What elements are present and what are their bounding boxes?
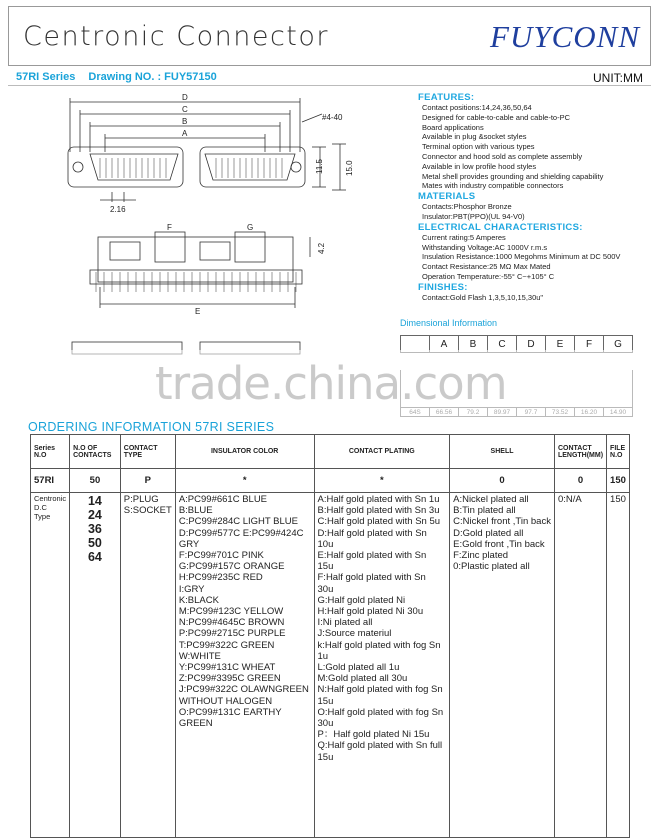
color-option: J:PC99#322C OLAWNGREEN bbox=[178, 684, 309, 696]
plating-option: I:Ni plated all bbox=[317, 617, 373, 629]
column-header: CONTACT LENGTH(MM) bbox=[554, 435, 606, 469]
table-cell: * bbox=[175, 469, 314, 493]
shell-option: D:Gold plated all bbox=[453, 527, 524, 539]
column-header: CONTACT PLATING bbox=[314, 435, 450, 469]
table-cell: B bbox=[459, 336, 488, 353]
plating-option: k:Half gold plated with fog Sn bbox=[317, 639, 441, 651]
brand-logo: FUYCONN bbox=[490, 19, 640, 54]
contacts-cell bbox=[70, 493, 121, 838]
dim-label-e: E bbox=[195, 307, 201, 316]
table-cell: E bbox=[546, 336, 575, 353]
dim-label-g: G bbox=[247, 223, 254, 232]
shell-option: C:Nickel front ,Tin back bbox=[453, 516, 551, 528]
features-heading: FEATURES: bbox=[418, 92, 475, 103]
finish-line: Contact:Gold Flash 1,3,5,10,15,30u" bbox=[422, 292, 544, 302]
series-desc-line: D.C bbox=[34, 503, 47, 512]
table-cell: P bbox=[120, 469, 175, 493]
color-option: F:PC99#701C PINK bbox=[178, 550, 264, 562]
dim-label-b: B bbox=[182, 117, 188, 126]
table-cell: G bbox=[604, 336, 633, 353]
feature-line: Metal shell provides grounding and shielding capability bbox=[422, 171, 604, 181]
feature-line: Available in plug &socket styles bbox=[422, 132, 527, 142]
series-name: 57RI Series bbox=[16, 71, 76, 83]
table-cell: * bbox=[314, 469, 450, 493]
color-option: A:PC99#661C BLUE bbox=[178, 494, 268, 505]
table-cell: A bbox=[430, 336, 459, 353]
color-option: Y:PC99#131C WHEAT bbox=[178, 662, 276, 674]
plating-option: A:Half gold plated with Sn 1u bbox=[317, 494, 440, 505]
page-title: Centronic Connector bbox=[23, 21, 329, 52]
file-no-value: 150 bbox=[610, 494, 626, 505]
plating-option: J:Source materiul bbox=[317, 628, 392, 640]
shell-option: F:Zinc plated bbox=[453, 550, 509, 562]
color-option: G:PC99#157C ORANGE bbox=[178, 561, 285, 573]
dim-label-c: C bbox=[182, 105, 188, 114]
series-bar bbox=[8, 68, 651, 86]
plating-option: 10u bbox=[317, 538, 334, 550]
column-header: Series N.O bbox=[31, 435, 70, 469]
color-option: GRY bbox=[178, 538, 200, 550]
dim-label-a: A bbox=[182, 129, 188, 138]
material-line: Contacts:Phosphor Bronze bbox=[422, 202, 512, 212]
plating-option: L:Gold plated all 1u bbox=[317, 662, 400, 674]
series-desc-cell bbox=[31, 493, 70, 838]
ordering-table bbox=[30, 434, 630, 838]
specifications-panel bbox=[418, 92, 657, 303]
dim-label-h2: 15.0 bbox=[345, 160, 354, 176]
contact-option: 14 bbox=[87, 494, 102, 508]
watermark-text: trade.china.com bbox=[155, 357, 507, 410]
color-option: I:GRY bbox=[178, 583, 205, 595]
header-box bbox=[8, 6, 651, 66]
dim-label-pitch: 2.16 bbox=[110, 205, 126, 214]
plating-option: Q:Half gold plated with Sn full bbox=[317, 740, 443, 752]
dim-label-d: D bbox=[182, 93, 188, 102]
dimensional-title: Dimensional Information bbox=[400, 318, 498, 328]
plating-option: G:Half gold plated Ni bbox=[317, 594, 406, 606]
dim-label-h3: 4.2 bbox=[317, 242, 326, 254]
electrical-line: Withstanding Voltage:AC 1000V r.m.s bbox=[422, 242, 548, 252]
plating-option: F:Half gold plated with Sn bbox=[317, 572, 426, 584]
shell-option: A:Nickel plated all bbox=[453, 494, 529, 505]
unit-label: UNIT:MM bbox=[593, 71, 643, 85]
contact-length-option: 0:N/A bbox=[557, 494, 582, 505]
plating-option: 15u bbox=[317, 751, 334, 763]
plating-option: H:Half gold plated Ni 30u bbox=[317, 606, 424, 618]
column-header: FILE N.O bbox=[607, 435, 630, 469]
finishes-heading: FINISHES: bbox=[418, 281, 468, 293]
plating-option: E:Half gold plated with Sn bbox=[317, 550, 427, 562]
column-header: CONTACT TYPE bbox=[120, 435, 175, 469]
feature-line: Mates with industry compatible connectors bbox=[422, 181, 564, 191]
plating-option: 15u bbox=[317, 561, 334, 573]
table-cell: 150 bbox=[607, 469, 630, 493]
feature-line: Designed for cable-to-cable and cable-to-PC bbox=[422, 112, 570, 122]
contact-type-cell bbox=[120, 493, 175, 838]
shell-cell bbox=[450, 493, 555, 838]
plating-option: B:Half gold plated with Sn 3u bbox=[317, 505, 440, 517]
plating-option: P：Half gold plated Ni 15u bbox=[317, 729, 430, 741]
table-cell: 0 bbox=[554, 469, 606, 493]
drawing-number: Drawing NO. : FUY57150 bbox=[88, 71, 217, 83]
contact-option: 50 bbox=[87, 536, 102, 550]
column-header: SHELL bbox=[450, 435, 555, 469]
electrical-line: Insulation Resistance:1000 Megohms Minimum at DC 500V bbox=[422, 252, 621, 262]
plating-option: 30u bbox=[317, 718, 334, 730]
electrical-heading: ELECTRICAL CHARACTERISTICS: bbox=[418, 221, 583, 233]
feature-line: Board applications bbox=[422, 122, 484, 132]
plating-option: C:Half gold plated with Sn 5u bbox=[317, 516, 441, 528]
shell-option: B:Tin plated all bbox=[453, 505, 516, 517]
ordering-title: ORDERING INFORMATION 57RI SERIES bbox=[28, 420, 275, 434]
dim-label-f: F bbox=[167, 223, 172, 232]
color-option: WITHOUT HALOGEN bbox=[178, 695, 273, 707]
contact-option: 64 bbox=[87, 550, 102, 564]
feature-line: Terminal option with various types bbox=[422, 142, 535, 152]
table-cell: 57RI bbox=[31, 469, 70, 493]
file-no-cell bbox=[607, 493, 630, 838]
feature-line: Available in low profile hood styles bbox=[422, 161, 537, 171]
table-cell: F bbox=[575, 336, 604, 353]
electrical-line: Operation Temperature:-55° C~+105° C bbox=[422, 271, 555, 281]
color-option: T:PC99#322C GREEN bbox=[178, 639, 275, 651]
electrical-line: Contact Resistance:25 MΩ Max Mated bbox=[422, 262, 551, 272]
contact-option: 24 bbox=[87, 508, 102, 522]
color-option: P:PC99#2715C PURPLE bbox=[178, 628, 286, 640]
table-cell: 50 bbox=[70, 469, 121, 493]
color-option: M:PC99#123C YELLOW bbox=[178, 606, 284, 618]
feature-line: Connector and hood sold as complete assembly bbox=[422, 151, 583, 161]
contact-length-cell bbox=[554, 493, 606, 838]
plating-option: O:Half gold plated with fog Sn bbox=[317, 706, 444, 718]
color-option: Z:PC99#3395C GREEN bbox=[178, 673, 281, 685]
color-option: D:PC99#577C E:PC99#424C bbox=[178, 527, 304, 539]
series-info bbox=[16, 71, 227, 83]
materials-heading: MATERIALS bbox=[418, 191, 476, 203]
color-option: C:PC99#284C LIGHT BLUE bbox=[178, 516, 298, 528]
technical-drawing bbox=[60, 92, 360, 362]
column-header: INSULATOR COLOR bbox=[175, 435, 314, 469]
contact-type-option: P:PLUG bbox=[123, 494, 159, 505]
contact-plating-cell bbox=[314, 493, 450, 838]
contact-type-option: S:SOCKET bbox=[123, 505, 172, 517]
table-row bbox=[31, 493, 630, 838]
table-cell: D bbox=[517, 336, 546, 353]
color-option: B:BLUE bbox=[178, 505, 213, 517]
color-option: GREEN bbox=[178, 718, 213, 730]
material-line: Insulator:PBT(PPO)(UL 94-V0) bbox=[422, 211, 525, 221]
shell-option: 0:Plastic plated all bbox=[453, 561, 530, 573]
series-desc-line: Centronic bbox=[34, 494, 67, 503]
color-option: O:PC99#131C EARTHY bbox=[178, 706, 282, 718]
color-option: H:PC99#235C RED bbox=[178, 572, 263, 584]
plating-option: 15u bbox=[317, 695, 334, 707]
plating-option: N:Half gold plated with fog Sn bbox=[317, 684, 443, 696]
electrical-line: Current rating:5 Amperes bbox=[422, 232, 506, 242]
color-option: W:WHITE bbox=[178, 650, 221, 662]
table-header-row bbox=[31, 435, 630, 469]
shell-option: E:Gold front ,Tin back bbox=[453, 538, 545, 550]
dim-label-hole: #4-40 bbox=[322, 113, 343, 122]
insulator-color-cell bbox=[175, 493, 314, 838]
column-header: N.O OF CONTACTS bbox=[70, 435, 121, 469]
plating-option: M:Gold plated all 30u bbox=[317, 673, 408, 685]
table-cell: C bbox=[488, 336, 517, 353]
table-cell: 0 bbox=[450, 469, 555, 493]
color-option: N:PC99#4645C BROWN bbox=[178, 617, 285, 629]
series-desc-line: Type bbox=[34, 512, 51, 521]
plating-option: D:Half gold plated with Sn bbox=[317, 527, 427, 539]
feature-line: Contact positions:14,24,36,50,64 bbox=[422, 103, 532, 112]
plating-option: 30u bbox=[317, 583, 334, 595]
contact-option: 36 bbox=[87, 522, 102, 536]
color-option: K:BLACK bbox=[178, 594, 219, 606]
table-row bbox=[31, 469, 630, 493]
plating-option: 1u bbox=[317, 650, 329, 662]
dim-label-h1: 11.5 bbox=[315, 159, 324, 174]
